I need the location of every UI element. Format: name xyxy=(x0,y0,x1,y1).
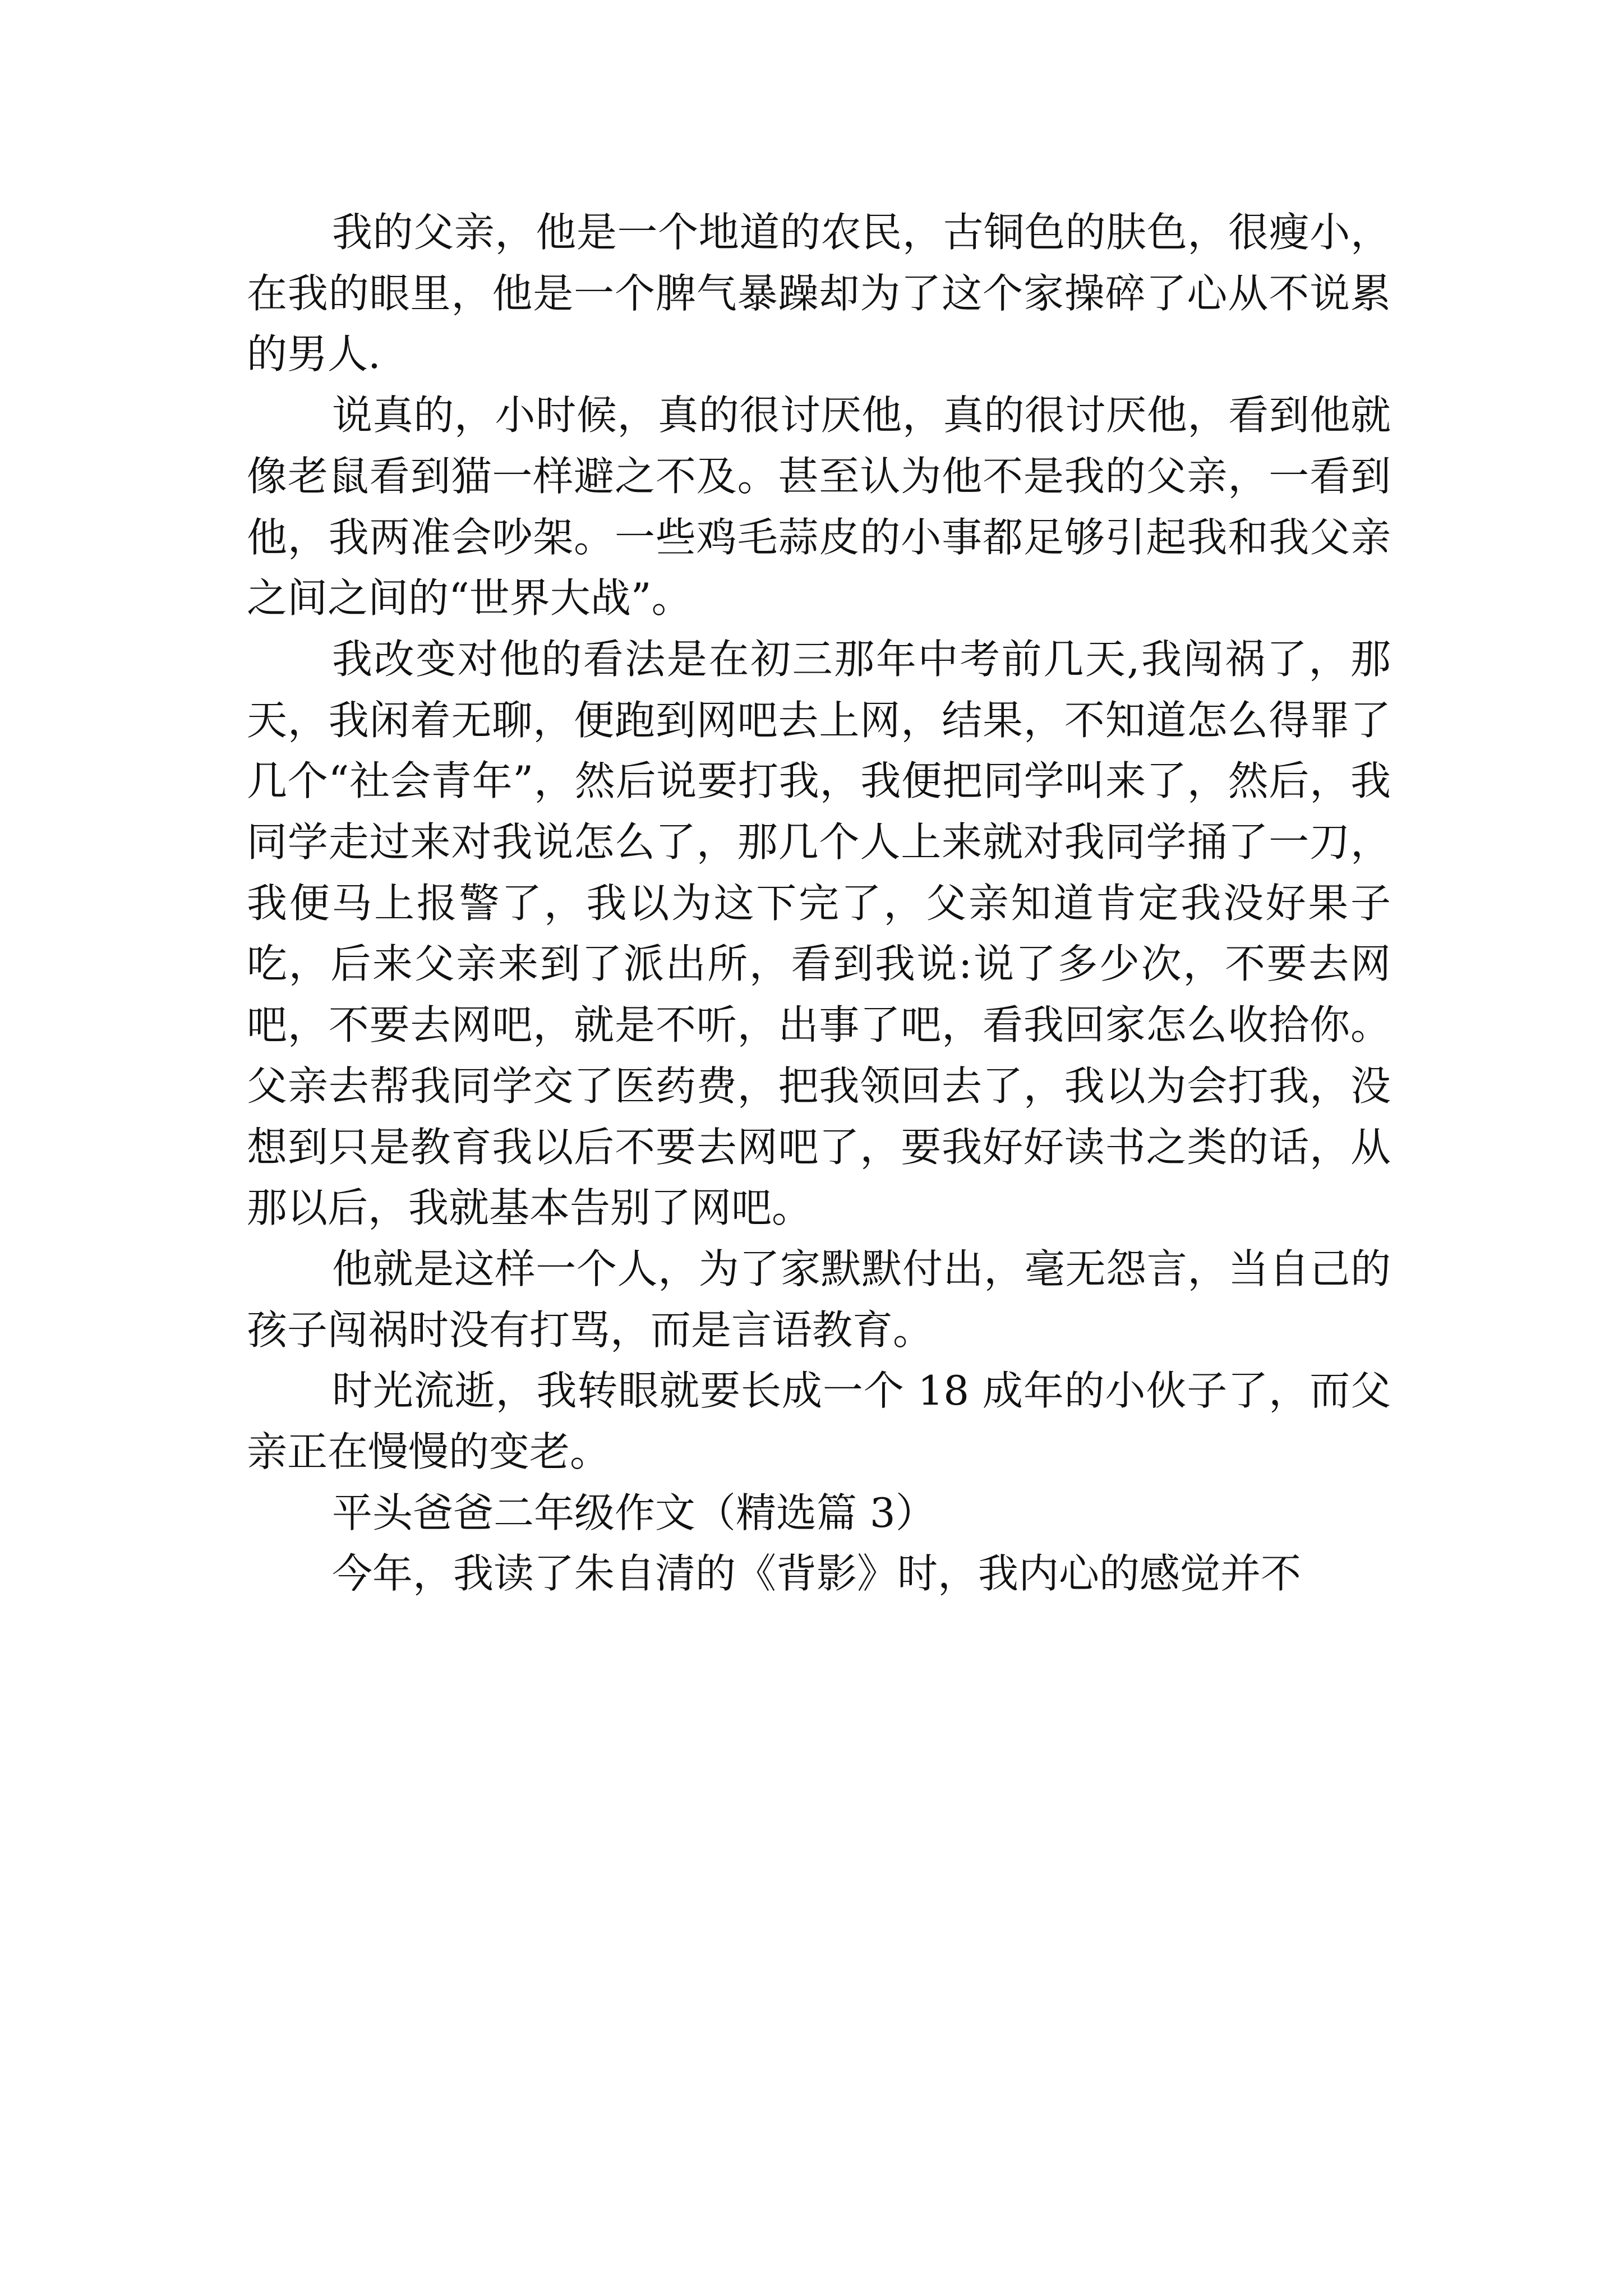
paragraph-1: 我的父亲，他是一个地道的农民，古铜色的肤色，很瘦小，在我的眼里，他是一个脾气暴躁却为了这个家操碎了心从不说累的男人. xyxy=(247,209,1391,378)
paragraph-5: 时光流逝，我转眼就要长成一个 18 成年的小伙子了，而父亲正在慢慢的变老。 xyxy=(247,1367,1391,1476)
paragraph-6: 今年，我读了朱自清的《背影》时，我内心的感觉并不 xyxy=(332,1550,1302,1598)
paragraph-4: 他就是这样一个人，为了家默默付出，毫无怨言，当自己的孩子闯祸时没有打骂，而是言语教育。 xyxy=(247,1245,1391,1354)
paragraph-2: 说真的，小时候，真的很讨厌他，真的很讨厌他，看到他就像老鼠看到猫一样避之不及。甚至认为他不是我的父亲，一看到他，我两准会吵架。一些鸡毛蒜皮的小事都足够引起我和我父亲之间之间的“世界大战”。 xyxy=(247,392,1391,622)
paragraph-3: 我改变对他的看法是在初三那年中考前几天,我闯祸了，那天，我闲着无聊，便跑到网吧去上网，结果，不知道怎么得罪了几个“社会青年”，然后说要打我，我便把同学叫来了，然后，我同学走过来对我说怎么了，那几个人上来就对我同学捅了一刀，我便马上报警了，我以为这下完了，父亲知道肯定我没好果子吃，后来父亲来到了派出所，看到我说:说了多少次，不要去网吧，不要去网吧，就是不听，出事了吧，看我回家怎么收拾你。父亲去帮我同学交了医药费，把我领回去了，我以为会打我，没想到只是教育我以后不要去网吧了，要我好好读书之类的话，从那以后，我就基本告别了网吧。 xyxy=(247,635,1391,1232)
section-heading: 平头爸爸二年级作文（精选篇 3） xyxy=(332,1489,936,1536)
document-page xyxy=(247,202,1391,1604)
